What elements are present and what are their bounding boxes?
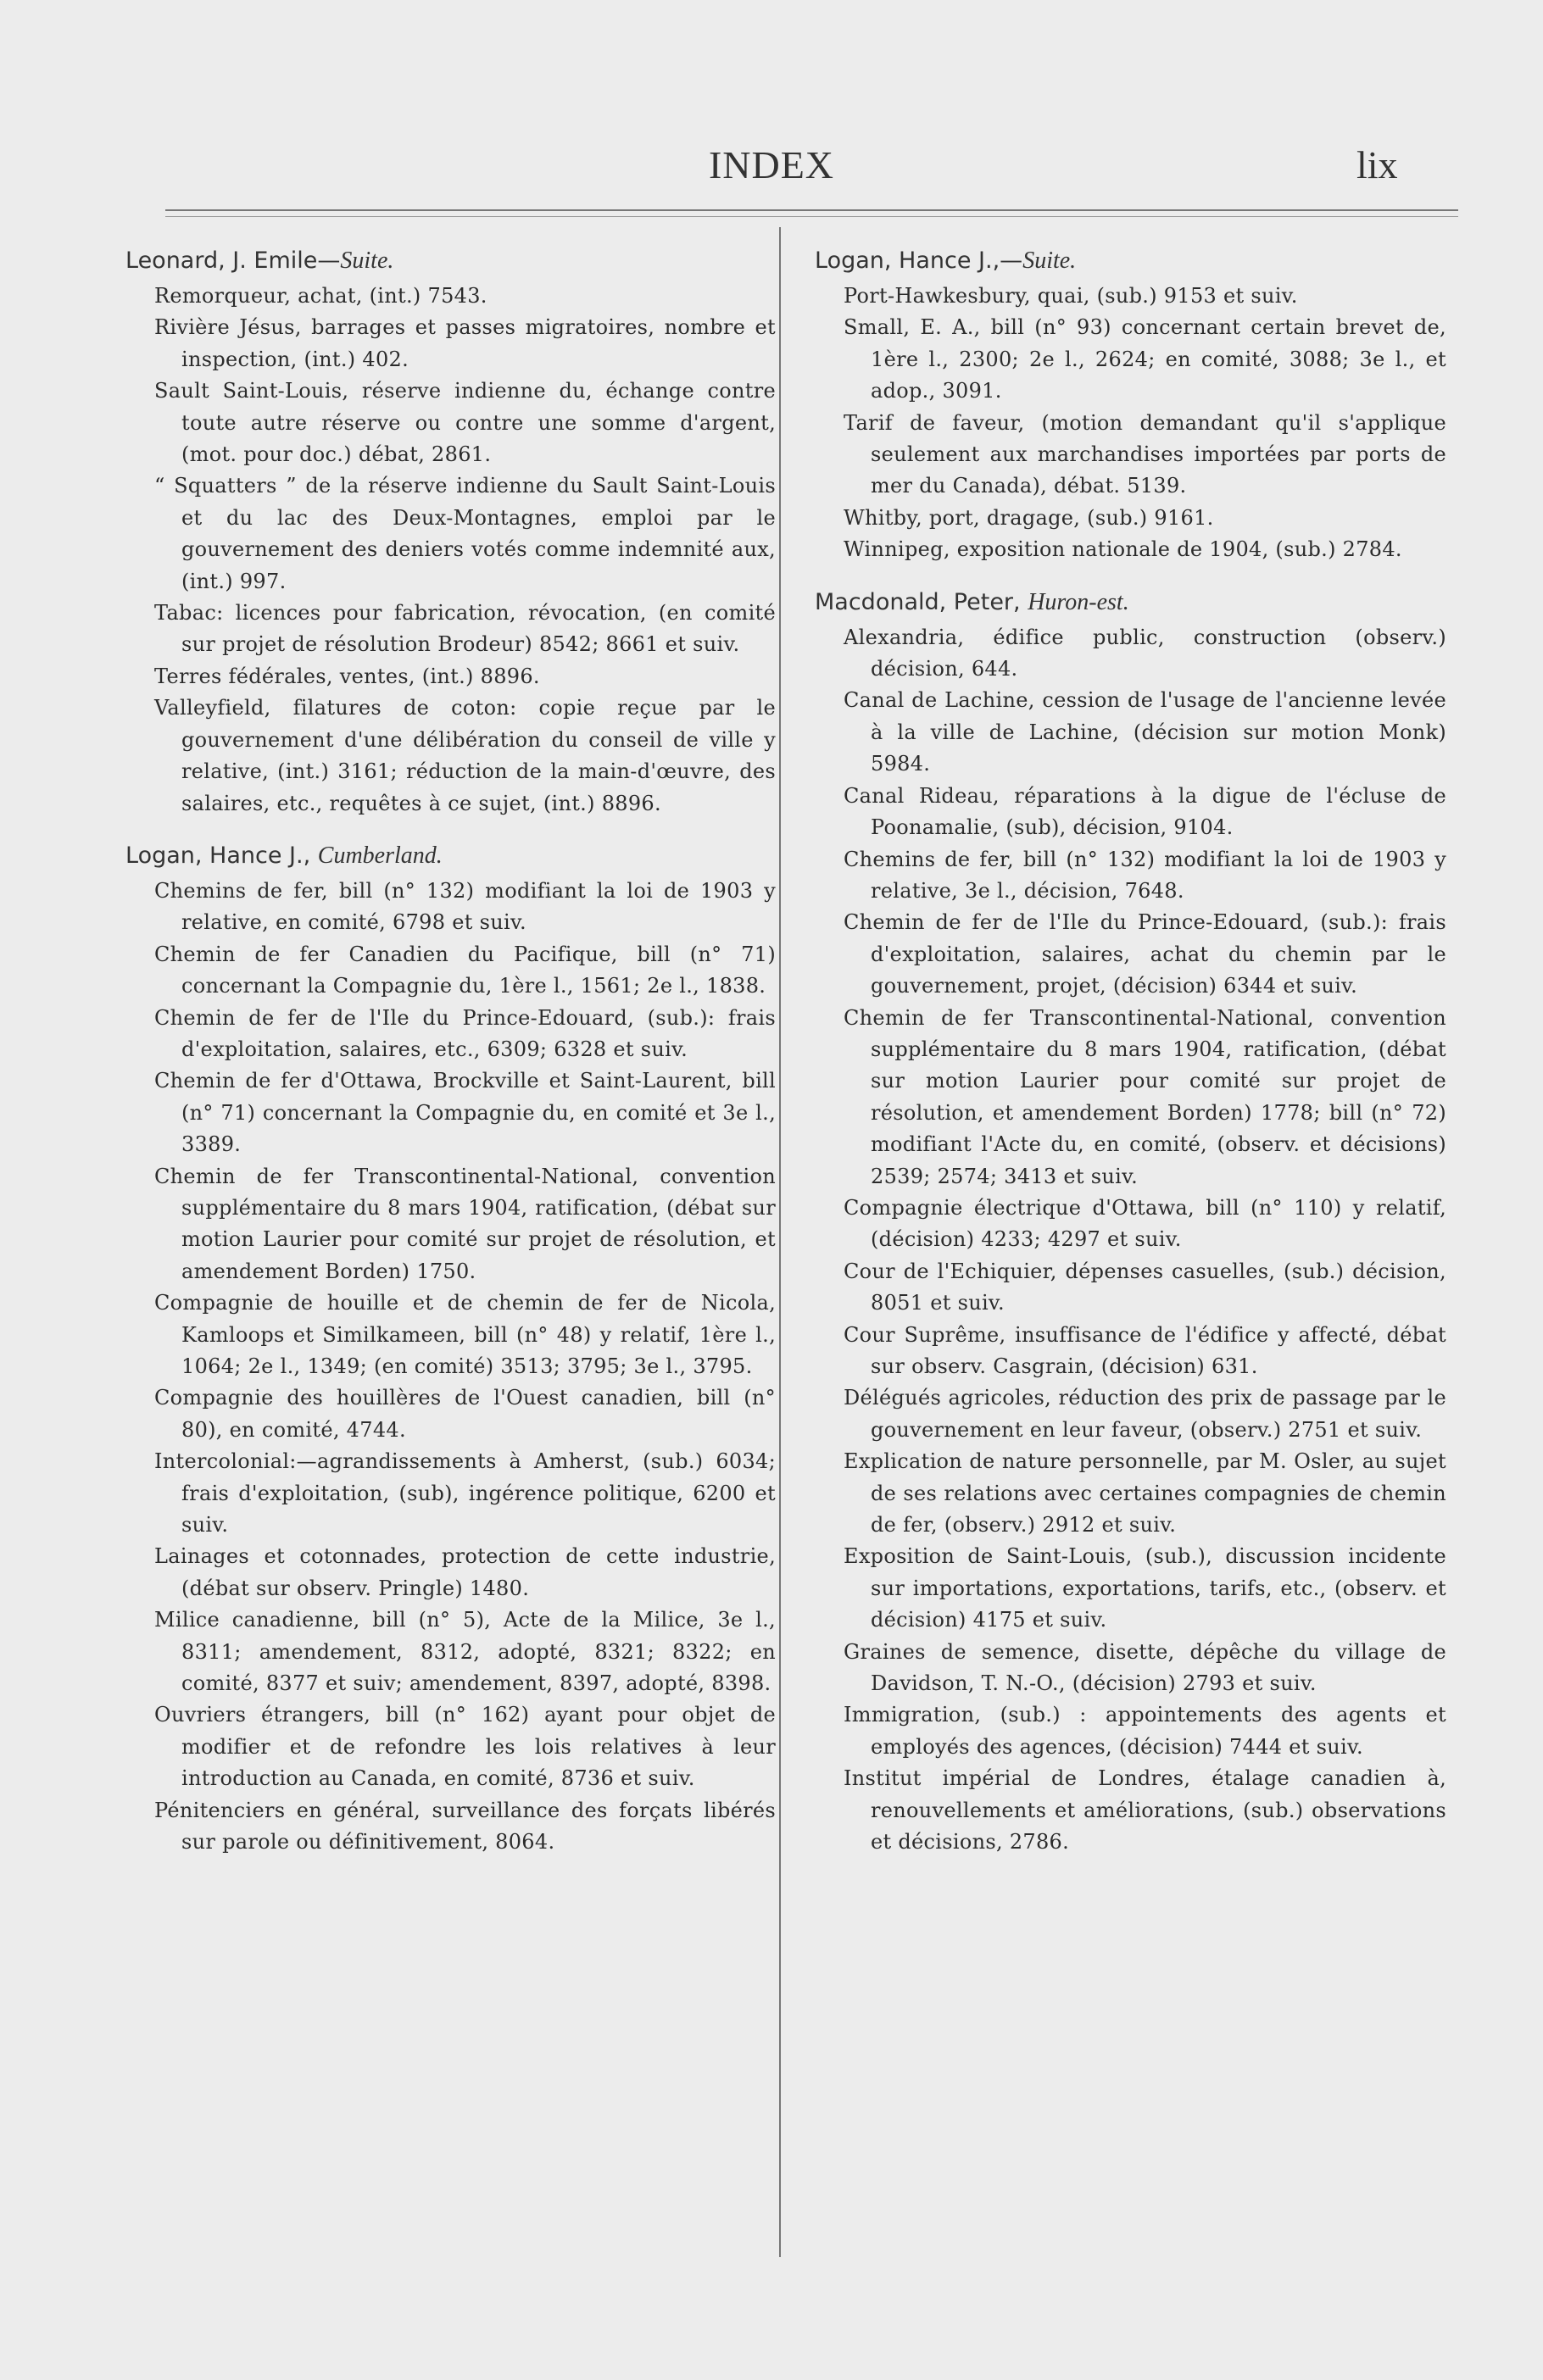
column-divider [779,227,781,2257]
index-entry: Canal de Lachine, cession de l'usage de l'ancienne levée à la ville de Lachine, (décision sur motion Monk) 5984. [844,688,1446,776]
index-entry: Chemin de fer de l'Ile du Prince-Edouard, (sub.): frais d'exploitation, salaires, etc., 6309; 6328 et suiv. [154,1005,776,1061]
index-entry: Chemin de fer Canadien du Pacifique, bill (n° 71) concernant la Compagnie du, 1ère l., 1561; 2e l., 1838. [154,942,776,998]
index-entry: Chemin de fer Transcontinental-National, convention supplémentaire du 8 mars 1904, ratification, (débat sur motion Laurier pour comité sur projet de résolution, et amendement Borden) 1778; bill (n° 72) modifiant l'Acte du, en comité, (observ. et décisions) 2539; 2574; 3413 et suiv. [844,1005,1446,1188]
index-entry: “ Squatters ” de la réserve indienne du Sault Saint-Louis et du lac des Deux-Montagnes, emploi par le gouvernement des deniers votés comme indemnité aux, (int.) 997. [154,474,776,593]
index-entry: Chemin de fer Transcontinental-National, convention supplémentaire du 8 mars 1904, ratification, (débat sur motion Laurier pour comité sur projet de résolution, et amendement Borden) 1750. [154,1164,776,1283]
index-entry: Sault Saint-Louis, réserve indienne du, échange contre toute autre réserve ou contre une somme d'argent, (mot. pour doc.) débat, 2861. [154,379,776,467]
index-entry: Tabac: licences pour fabrication, révocation, (en comité sur projet de résolution Brodeur) 8542; 8661 et suiv. [154,601,776,657]
index-entry: Cour Suprême, insuffisance de l'édifice y affecté, débat sur observ. Casgrain, (décision) 631. [844,1322,1446,1378]
index-heading: Logan, Hance J., Cumberland. [125,842,443,869]
index-entry: Lainages et cotonnades, protection de cette industrie, (débat sur observ. Pringle) 1480. [154,1544,776,1600]
index-entry: Intercolonial:—agrandissements à Amherst, (sub.) 6034; frais d'exploitation, (sub), ingérence politique, 6200 et suiv. [154,1449,776,1538]
index-entry: Graines de semence, disette, dépêche du village de Davidson, T. N.-O., (décision) 2793 et suiv. [844,1639,1446,1696]
index-entry: Exposition de Saint-Louis, (sub.), discussion incidente sur importations, exportations, tarifs, etc., (observ. et décision) 4175 et suiv. [844,1544,1446,1632]
index-entry: Ouvriers étrangers, bill (n° 162) ayant pour objet de modifier et de refondre les lois relatives à leur introduction au Canada, en comité, 8736 et suiv. [154,1703,776,1791]
index-entry: Pénitenciers en général, surveillance des forçats libérés sur parole ou définitivement, 8064. [154,1798,776,1855]
index-entry: Winnipeg, exposition nationale de 1904, (sub.) 2784. [844,537,1402,562]
index-entry: Immigration, (sub.) : appointements des agents et employés des agences, (décision) 7444 et suiv. [844,1703,1446,1759]
index-entry: Tarif de faveur, (motion demandant qu'il s'applique seulement aux marchandises importées par ports de mer du Canada), débat. 5139. [844,410,1446,498]
running-title: INDEX [708,143,835,186]
header-rule [165,209,1458,217]
index-entry: Compagnie des houillères de l'Ouest canadien, bill (n° 80), en comité, 4744. [154,1386,776,1442]
index-entry: Chemins de fer, bill (n° 132) modifiant la loi de 1903 y relative, 3e l., décision, 7648. [844,847,1446,903]
page-number: lix [1356,143,1398,186]
index-entry: Port-Hawkesbury, quai, (sub.) 9153 et suiv. [844,284,1298,308]
left-column [125,242,776,1859]
index-entry: Chemins de fer, bill (n° 132) modifiant la loi de 1903 y relative, en comité, 6798 et suiv. [154,878,776,935]
index-heading: Macdonald, Peter, Huron-est. [815,588,1129,615]
index-entry: Délégués agricoles, réduction des prix de passage par le gouvernement en leur faveur, (observ.) 2751 et suiv. [844,1386,1446,1442]
index-entry: Terres fédérales, ventes, (int.) 8896. [154,664,540,688]
index-entry: Whitby, port, dragage, (sub.) 9161. [844,505,1214,530]
index-entry: Valleyfield, filatures de coton: copie reçue par le gouvernement d'une délibération du conseil de ville y relative, (int.) 3161; réduction de la main-d'œuvre, des salaires, etc., requêtes à ce sujet, (int.) 8896. [154,696,776,815]
index-entry: Milice canadienne, bill (n° 5), Acte de la Milice, 3e l., 8311; amendement, 8312, adopté, 8321; 8322; en comité, 8377 et suiv; amendement, 8397, adopté, 8398. [154,1608,776,1696]
index-heading: Leonard, J. Emile—Suite. [125,247,394,274]
index-entry: Alexandria, édifice public, construction (observ.) décision, 644. [844,625,1446,681]
index-entry: Chemin de fer d'Ottawa, Brockville et Saint-Laurent, bill (n° 71) concernant la Compagnie du, en comité et 3e l., 3389. [154,1069,776,1157]
index-entry: Explication de nature personnelle, par M. Osler, au sujet de ses relations avec certaines compagnies de chemin de fer, (observ.) 2912 et suiv. [844,1449,1446,1538]
index-entry: Compagnie de houille et de chemin de fer de Nicola, Kamloops et Similkameen, bill (n° 48) y relatif, 1ère l., 1064; 2e l., 1349; (en comité) 3513; 3795; 3e l., 3795. [154,1291,776,1378]
index-entry: Chemin de fer de l'Ile du Prince-Edouard, (sub.): frais d'exploitation, salaires, achat du chemin par le gouvernement, projet, (décision) 6344 et suiv. [844,910,1446,998]
index-entry: Small, E. A., bill (n° 93) concernant certain brevet de, 1ère l., 2300; 2e l., 2624; en comité, 3088; 3e l., et adop., 3091. [844,315,1446,403]
index-entry: Compagnie électrique d'Ottawa, bill (n° 110) y relatif, (décision) 4233; 4297 et suiv. [844,1195,1446,1252]
index-entry: Cour de l'Echiquier, dépenses casuelles, (sub.) décision, 8051 et suiv. [844,1259,1446,1315]
index-entry: Canal Rideau, réparations à la digue de l'écluse de Poonamalie, (sub), décision, 9104. [844,783,1446,840]
index-entry: Rivière Jésus, barrages et passes migratoires, nombre et inspection, (int.) 402. [154,315,776,371]
index-entry: Institut impérial de Londres, étalage canadien à, renouvellements et améliorations, (sub.) observations et décisions, 2786. [844,1766,1446,1855]
index-heading: Logan, Hance J.,—Suite. [815,247,1077,274]
right-column [815,242,1446,1859]
index-entry: Remorqueur, achat, (int.) 7543. [154,284,487,308]
